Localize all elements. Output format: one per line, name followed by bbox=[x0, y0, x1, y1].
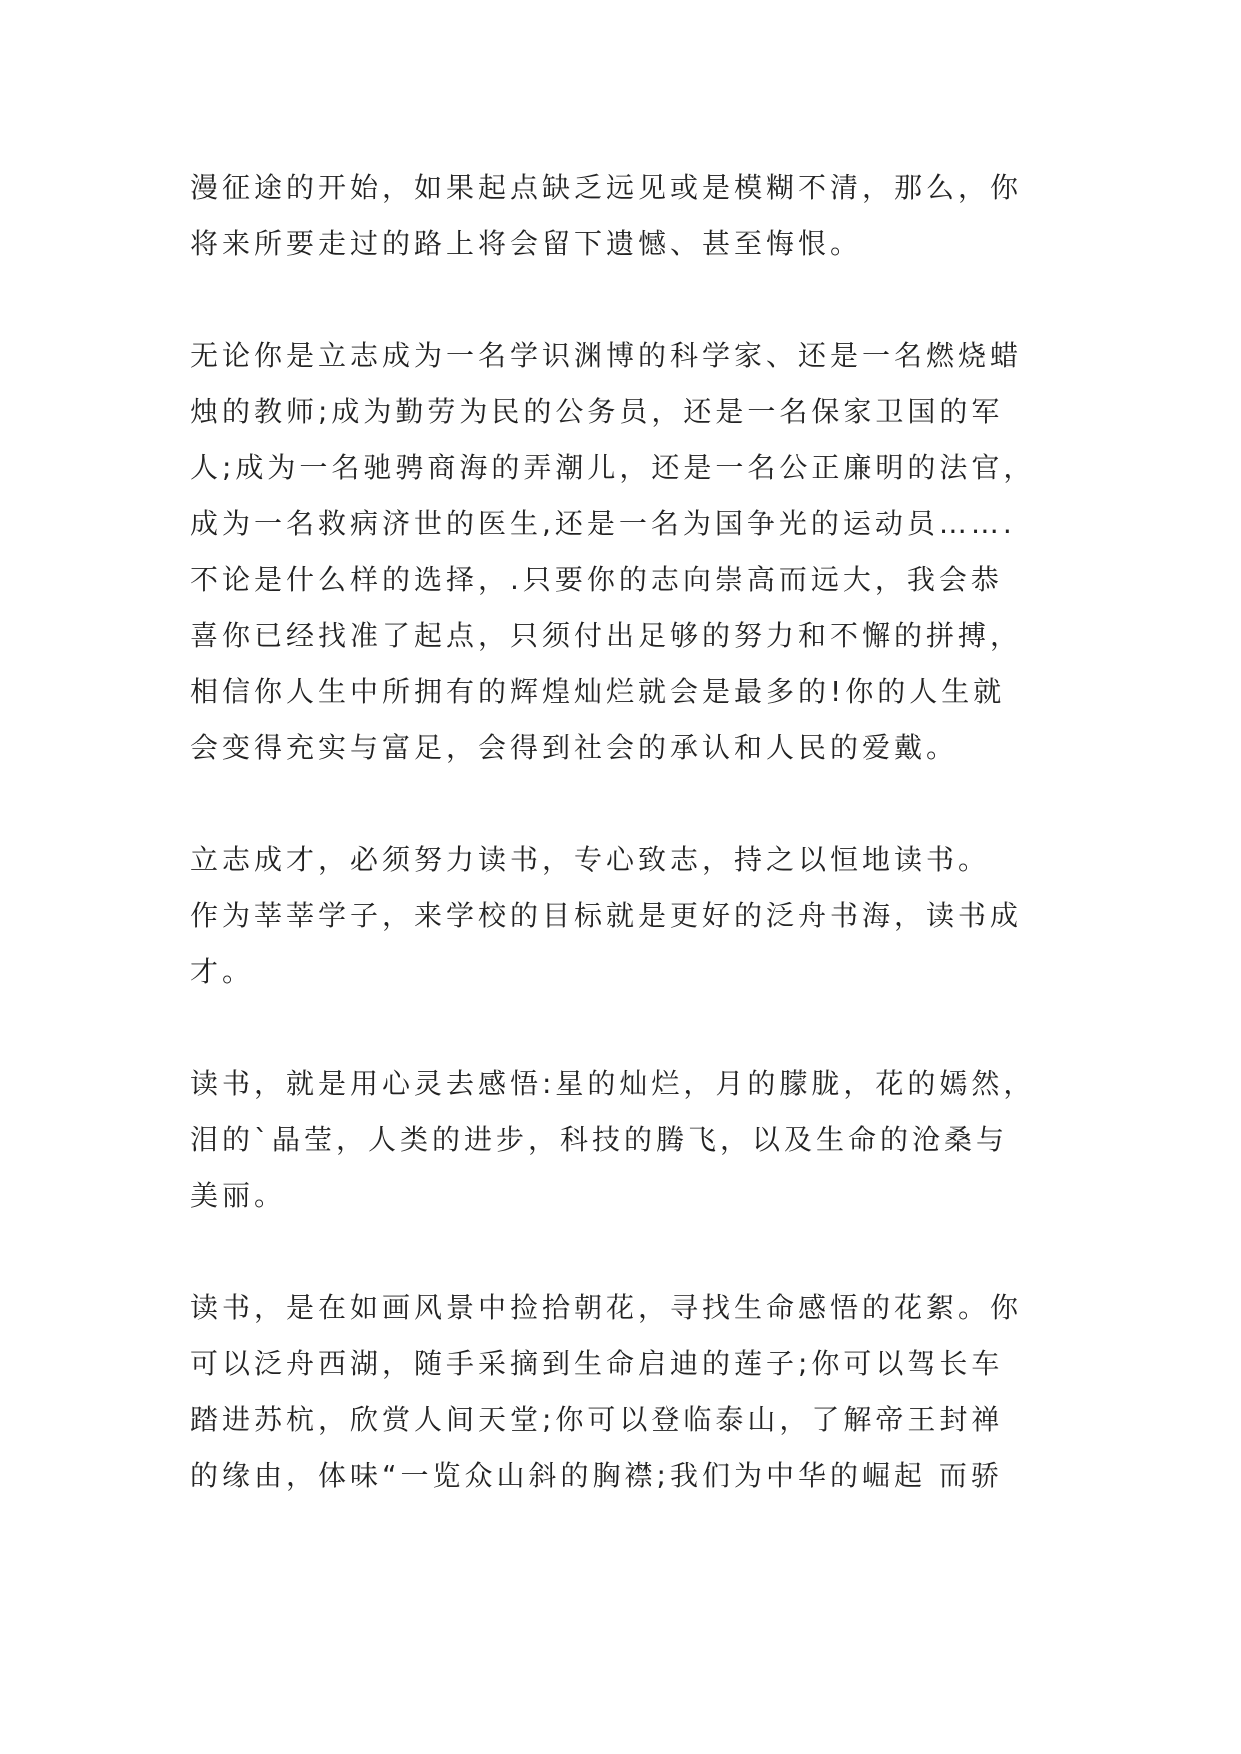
paragraph-gap bbox=[190, 1224, 1070, 1280]
paragraph-gap bbox=[190, 272, 1070, 328]
text-line: 喜你已经找准了起点，只须付出足够的努力和不懈的拼搏， bbox=[190, 619, 1023, 652]
text-line: 可以泛舟西湖，随手采摘到生命启迪的莲子;你可以驾长车 bbox=[190, 1347, 1004, 1380]
text-line: 相信你人生中所拥有的辉煌灿烂就会是最多的!你的人生就 bbox=[190, 675, 1006, 708]
paragraph-gap bbox=[190, 1000, 1070, 1056]
text-line: 人;成为一名驰骋商海的弄潮儿，还是一名公正廉明的法官， bbox=[190, 451, 1036, 484]
text-line: 漫征途的开始，如果起点缺乏远见或是模糊不清，那么，你 bbox=[190, 171, 1023, 204]
text-line: 美丽。 bbox=[190, 1179, 287, 1212]
text-line: 泪的`晶莹，人类的进步，科技的腾飞，以及生命的沧桑与 bbox=[190, 1123, 1009, 1156]
text-line: 的缘由，体味“一览众山斜的胸襟;我们为中华的崛起 而骄 bbox=[190, 1459, 1003, 1492]
text-line: 读书，就是用心灵去感悟:星的灿烂，月的朦胧，花的嫣然， bbox=[190, 1067, 1036, 1100]
document-body bbox=[190, 160, 1070, 1504]
text-line: 烛的教师;成为勤劳为民的公务员，还是一名保家卫国的军 bbox=[190, 395, 1004, 428]
text-line: 不论是什么样的选择，.只要你的志向崇高而远大，我会恭 bbox=[190, 563, 1003, 596]
paragraph bbox=[190, 1056, 1070, 1224]
paragraph-gap bbox=[190, 776, 1070, 832]
text-line: 将来所要走过的路上将会留下遗憾、甚至悔恨。 bbox=[190, 227, 863, 260]
paragraph bbox=[190, 160, 1070, 272]
text-line: 立志成才，必须努力读书，专心致志，持之以恒地读书。 bbox=[190, 843, 991, 876]
text-line: 踏进苏杭，欣赏人间天堂;你可以登临泰山，了解帝王封禅 bbox=[190, 1403, 1004, 1436]
text-line: 无论你是立志成为一名学识渊博的科学家、还是一名燃烧蜡 bbox=[190, 339, 1023, 372]
text-line: 读书，是在如画风景中捡拾朝花，寻找生命感悟的花絮。你 bbox=[190, 1291, 1023, 1324]
paragraph bbox=[190, 328, 1070, 776]
text-line: 作为莘莘学子，来学校的目标就是更好的泛舟书海，读书成 bbox=[190, 899, 1023, 932]
text-line: 成为一名救病济世的医生,还是一名为国争光的运动员……. bbox=[190, 507, 1016, 540]
text-line: 才。 bbox=[190, 955, 255, 988]
paragraph bbox=[190, 1280, 1070, 1504]
text-line: 会变得充实与富足，会得到社会的承认和人民的爱戴。 bbox=[190, 731, 959, 764]
paragraph bbox=[190, 832, 1070, 1000]
